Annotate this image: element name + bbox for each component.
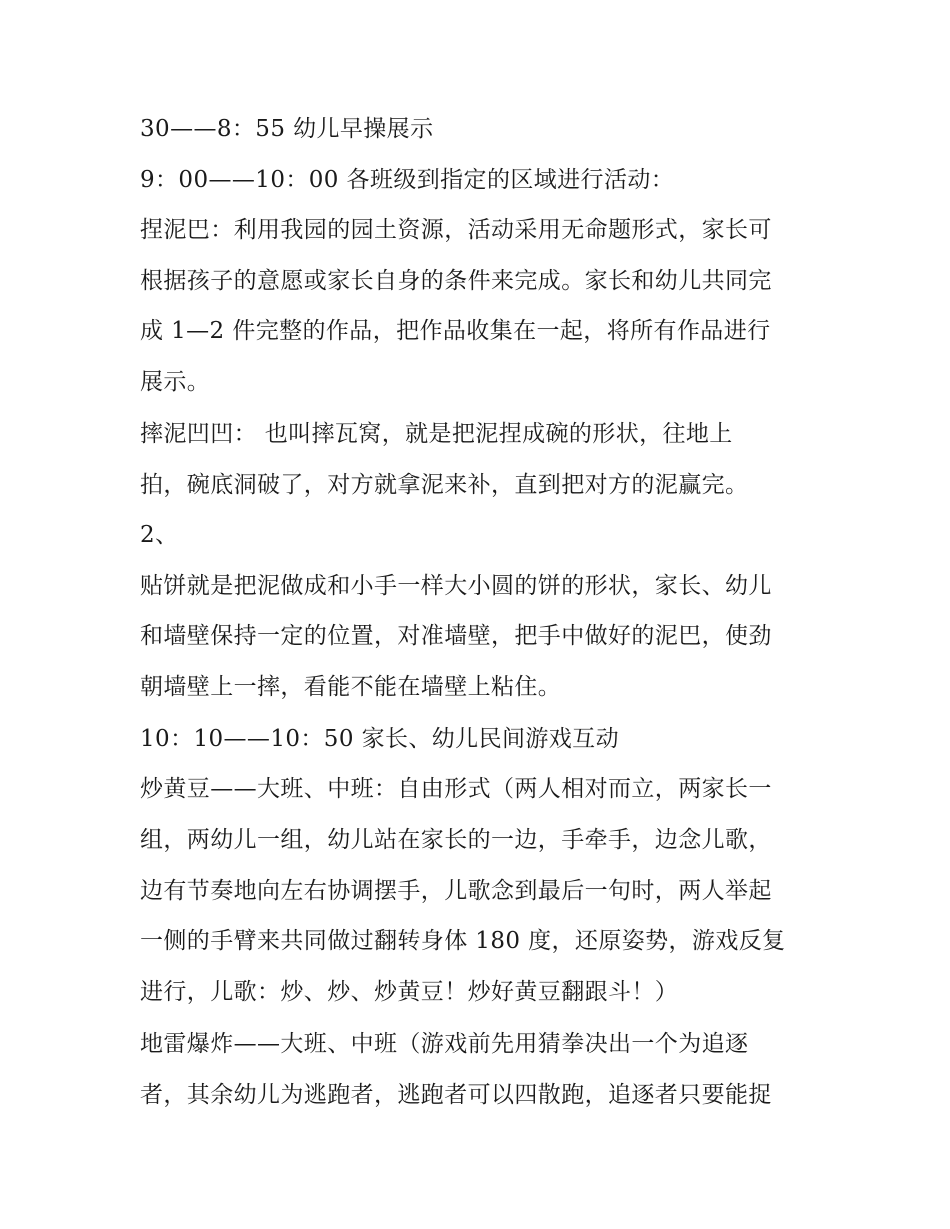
schedule-area-activities: 9：00——10：00 各班级到指定的区域进行活动： bbox=[140, 167, 675, 193]
schedule-folk-games: 10：10——10：50 家长、幼儿民间游戏互动 bbox=[140, 726, 619, 752]
paragraph-clay-cake-line-2: 和墙壁保持一定的位置，对准墙壁，把手中做好的泥巴，使劲 bbox=[140, 623, 772, 649]
paragraph-fried-beans-line-1: 炒黄豆——大班、中班：自由形式（两人相对而立，两家长一 bbox=[140, 776, 772, 802]
paragraph-fried-beans-line-2: 组，两幼儿一组，幼儿站在家长的一边，手牵手，边念儿歌， bbox=[140, 827, 772, 853]
paragraph-clay-kneading-line-3: 成 1—2 件完整的作品，把作品收集在一起，将所有作品进行 bbox=[140, 318, 771, 344]
paragraph-clay-cake-line-1: 贴饼就是把泥做成和小手一样大小圆的饼的形状，家长、幼儿 bbox=[140, 573, 772, 599]
paragraph-fried-beans-line-4: 一侧的手臂来共同做过翻转身体 180 度，还原姿势，游戏反复 bbox=[140, 928, 786, 954]
paragraph-clay-bowl-line-1: 摔泥凹凹： 也叫摔瓦窝，就是把泥捏成碗的形状，往地上 bbox=[140, 421, 733, 447]
paragraph-landmine-line-2: 者，其余幼儿为逃跑者，逃跑者可以四散跑，追逐者只要能捉 bbox=[140, 1082, 772, 1108]
paragraph-fried-beans-line-3: 边有节奏地向左右协调摆手，儿歌念到最后一句时，两人举起 bbox=[140, 878, 772, 904]
paragraph-clay-cake-line-3: 朝墙壁上一摔，看能不能在墙壁上粘住。 bbox=[140, 674, 562, 700]
paragraph-landmine-line-1: 地雷爆炸——大班、中班（游戏前先用猜拳决出一个为追逐 bbox=[140, 1031, 749, 1057]
paragraph-clay-kneading-line-2: 根据孩子的意愿或家长自身的条件来完成。家长和幼儿共同完 bbox=[140, 268, 772, 294]
paragraph-clay-kneading-line-1: 捏泥巴：利用我园的园土资源，活动采用无命题形式，家长可 bbox=[140, 217, 772, 243]
paragraph-clay-kneading-line-4: 展示。 bbox=[140, 369, 211, 395]
section-number-2: 2、 bbox=[140, 522, 179, 548]
paragraph-clay-bowl-line-2: 拍，碗底洞破了，对方就拿泥来补，直到把对方的泥赢完。 bbox=[140, 472, 749, 498]
schedule-morning-exercise: 30——8：55 幼儿早操展示 bbox=[140, 116, 434, 142]
paragraph-fried-beans-line-5: 进行，儿歌：炒、炒、炒黄豆！炒好黄豆翻跟斗！） bbox=[140, 979, 679, 1005]
